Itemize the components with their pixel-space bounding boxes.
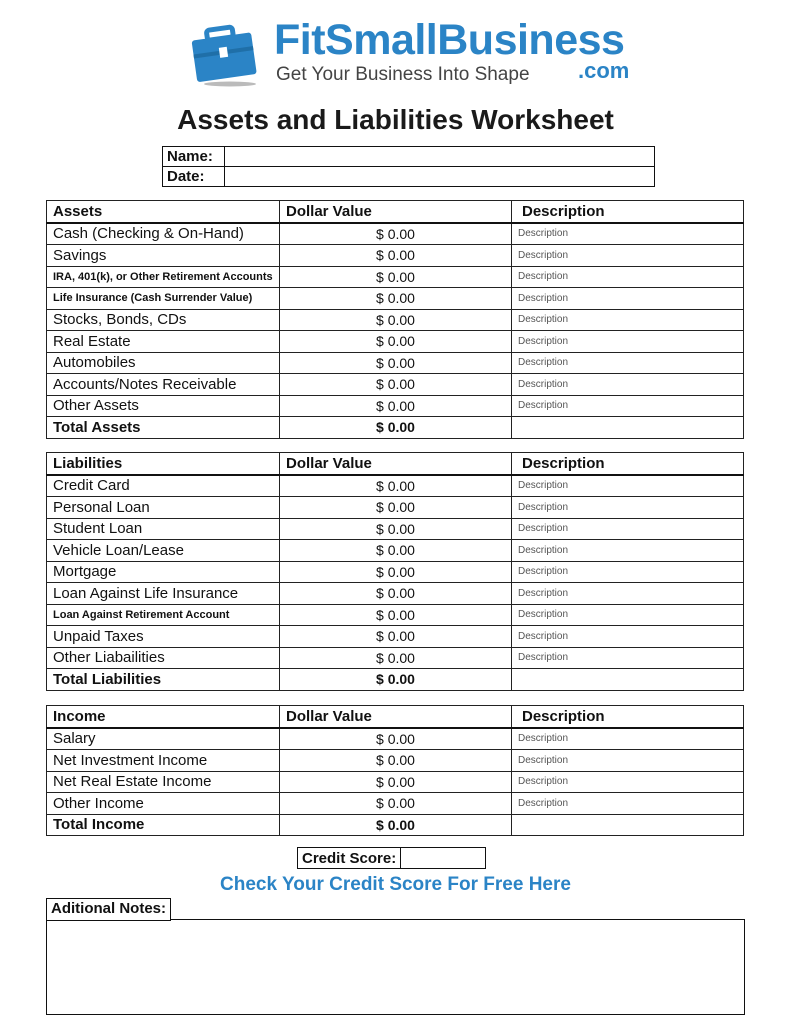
liabilities-header-row [47, 453, 744, 475]
table-row [47, 626, 744, 648]
table-row [47, 728, 744, 750]
name-field[interactable] [225, 147, 655, 167]
value-field[interactable]: $ 0.00 [280, 497, 512, 519]
value-field[interactable]: $ 0.00 [280, 309, 512, 331]
name-date-box [162, 146, 655, 187]
row-label: Loan Against Retirement Account [47, 604, 280, 626]
value-field[interactable]: $ 0.00 [280, 395, 512, 417]
total-row [47, 669, 744, 691]
value-field[interactable]: $ 0.00 [280, 475, 512, 497]
notes-label: Aditional Notes: [46, 898, 171, 921]
row-label: Life Insurance (Cash Surrender Value) [47, 288, 280, 310]
total-row [47, 814, 744, 836]
value-field[interactable]: $ 0.00 [280, 626, 512, 648]
description-field[interactable]: Description [512, 583, 744, 605]
row-label: Other Liabailities [47, 647, 280, 669]
row-label: Savings [47, 245, 280, 267]
total-label: Total Income [47, 814, 280, 836]
description-field[interactable]: Description [512, 475, 744, 497]
liabilities-table [46, 452, 744, 691]
description-field[interactable]: Description [512, 374, 744, 396]
value-field[interactable]: $ 0.00 [280, 374, 512, 396]
value-field[interactable]: $ 0.00 [280, 561, 512, 583]
credit-score-box [297, 847, 486, 869]
table-row [47, 518, 744, 540]
value-field[interactable]: $ 0.00 [280, 352, 512, 374]
total-value: $ 0.00 [280, 669, 512, 691]
assets-header-row [47, 201, 744, 223]
value-field[interactable]: $ 0.00 [280, 728, 512, 750]
value-field[interactable]: $ 0.00 [280, 331, 512, 353]
row-label: Unpaid Taxes [47, 626, 280, 648]
table-row [47, 331, 744, 353]
description-field[interactable]: Description [512, 288, 744, 310]
description-field[interactable]: Description [512, 223, 744, 245]
value-field[interactable]: $ 0.00 [280, 540, 512, 562]
value-field[interactable]: $ 0.00 [280, 288, 512, 310]
brand-logo [190, 16, 640, 88]
table-row [47, 309, 744, 331]
table-row [47, 223, 744, 245]
description-field[interactable]: Description [512, 647, 744, 669]
table-row [47, 604, 744, 626]
row-label: Cash (Checking & On-Hand) [47, 223, 280, 245]
table-row [47, 793, 744, 815]
row-label: Credit Card [47, 475, 280, 497]
table-row [47, 475, 744, 497]
row-label: Loan Against Life Insurance [47, 583, 280, 605]
check-credit-score-link[interactable]: Check Your Credit Score For Free Here [220, 874, 571, 895]
date-field[interactable] [225, 167, 655, 187]
row-label: Real Estate [47, 331, 280, 353]
header-category: Assets [47, 201, 280, 223]
brand-name: FitSmallBusiness [274, 16, 625, 64]
table-row [47, 750, 744, 772]
row-label: Salary [47, 728, 280, 750]
income-table [46, 705, 744, 836]
value-field[interactable]: $ 0.00 [280, 223, 512, 245]
row-label: Personal Loan [47, 497, 280, 519]
row-label: Mortgage [47, 561, 280, 583]
credit-score-field[interactable] [401, 848, 486, 869]
value-field[interactable]: $ 0.00 [280, 518, 512, 540]
header-value: Dollar Value [280, 706, 512, 728]
description-field[interactable]: Description [512, 309, 744, 331]
row-label: Other Assets [47, 395, 280, 417]
row-label: Vehicle Loan/Lease [47, 540, 280, 562]
description-field[interactable]: Description [512, 331, 744, 353]
header-category: Income [47, 706, 280, 728]
header-value: Dollar Value [280, 201, 512, 223]
table-row [47, 352, 744, 374]
value-field[interactable]: $ 0.00 [280, 604, 512, 626]
notes-field[interactable] [46, 919, 745, 1015]
total-row [47, 417, 744, 439]
description-field[interactable]: Description [512, 245, 744, 267]
description-field[interactable]: Description [512, 497, 744, 519]
description-field[interactable]: Description [512, 604, 744, 626]
total-empty [512, 669, 744, 691]
total-label: Total Liabilities [47, 669, 280, 691]
header-description: Description [512, 201, 744, 223]
description-field[interactable]: Description [512, 728, 744, 750]
row-label: Student Loan [47, 518, 280, 540]
table-row [47, 266, 744, 288]
page-title: Assets and Liabilities Worksheet [177, 104, 614, 135]
value-field[interactable]: $ 0.00 [280, 647, 512, 669]
header-description: Description [512, 706, 744, 728]
total-empty [512, 814, 744, 836]
name-label: Name: [163, 147, 225, 167]
description-field[interactable]: Description [512, 266, 744, 288]
income-header-row [47, 706, 744, 728]
description-field[interactable]: Description [512, 395, 744, 417]
value-field[interactable]: $ 0.00 [280, 750, 512, 772]
table-row [47, 561, 744, 583]
total-value: $ 0.00 [280, 417, 512, 439]
header-value: Dollar Value [280, 453, 512, 475]
table-row [47, 540, 744, 562]
table-row [47, 497, 744, 519]
description-field[interactable]: Description [512, 518, 744, 540]
header-description: Description [512, 453, 744, 475]
table-row [47, 771, 744, 793]
credit-score-label: Credit Score: [298, 848, 401, 869]
briefcase-icon [190, 20, 262, 88]
description-field[interactable]: Description [512, 540, 744, 562]
table-row [47, 647, 744, 669]
value-field[interactable]: $ 0.00 [280, 245, 512, 267]
brand-dotcom: .com [578, 58, 630, 83]
description-field[interactable]: Description [512, 750, 744, 772]
row-label: Other Income [47, 793, 280, 815]
total-label: Total Assets [47, 417, 280, 439]
total-empty [512, 417, 744, 439]
row-label: Stocks, Bonds, CDs [47, 309, 280, 331]
table-row [47, 288, 744, 310]
table-row [47, 245, 744, 267]
value-field[interactable]: $ 0.00 [280, 266, 512, 288]
total-value: $ 0.00 [280, 814, 512, 836]
table-row [47, 395, 744, 417]
value-field[interactable]: $ 0.00 [280, 583, 512, 605]
description-field[interactable]: Description [512, 771, 744, 793]
row-label: IRA, 401(k), or Other Retirement Accounts [47, 266, 280, 288]
value-field[interactable]: $ 0.00 [280, 771, 512, 793]
brand-tagline: Get Your Business Into Shape [276, 64, 530, 85]
assets-table [46, 200, 744, 439]
header-category: Liabilities [47, 453, 280, 475]
row-label: Accounts/Notes Receivable [47, 374, 280, 396]
table-row [47, 374, 744, 396]
row-label: Automobiles [47, 352, 280, 374]
description-field[interactable]: Description [512, 352, 744, 374]
description-field[interactable]: Description [512, 626, 744, 648]
row-label: Net Investment Income [47, 750, 280, 772]
row-label: Net Real Estate Income [47, 771, 280, 793]
date-label: Date: [163, 167, 225, 187]
value-field[interactable]: $ 0.00 [280, 793, 512, 815]
description-field[interactable]: Description [512, 561, 744, 583]
description-field[interactable]: Description [512, 793, 744, 815]
table-row [47, 583, 744, 605]
